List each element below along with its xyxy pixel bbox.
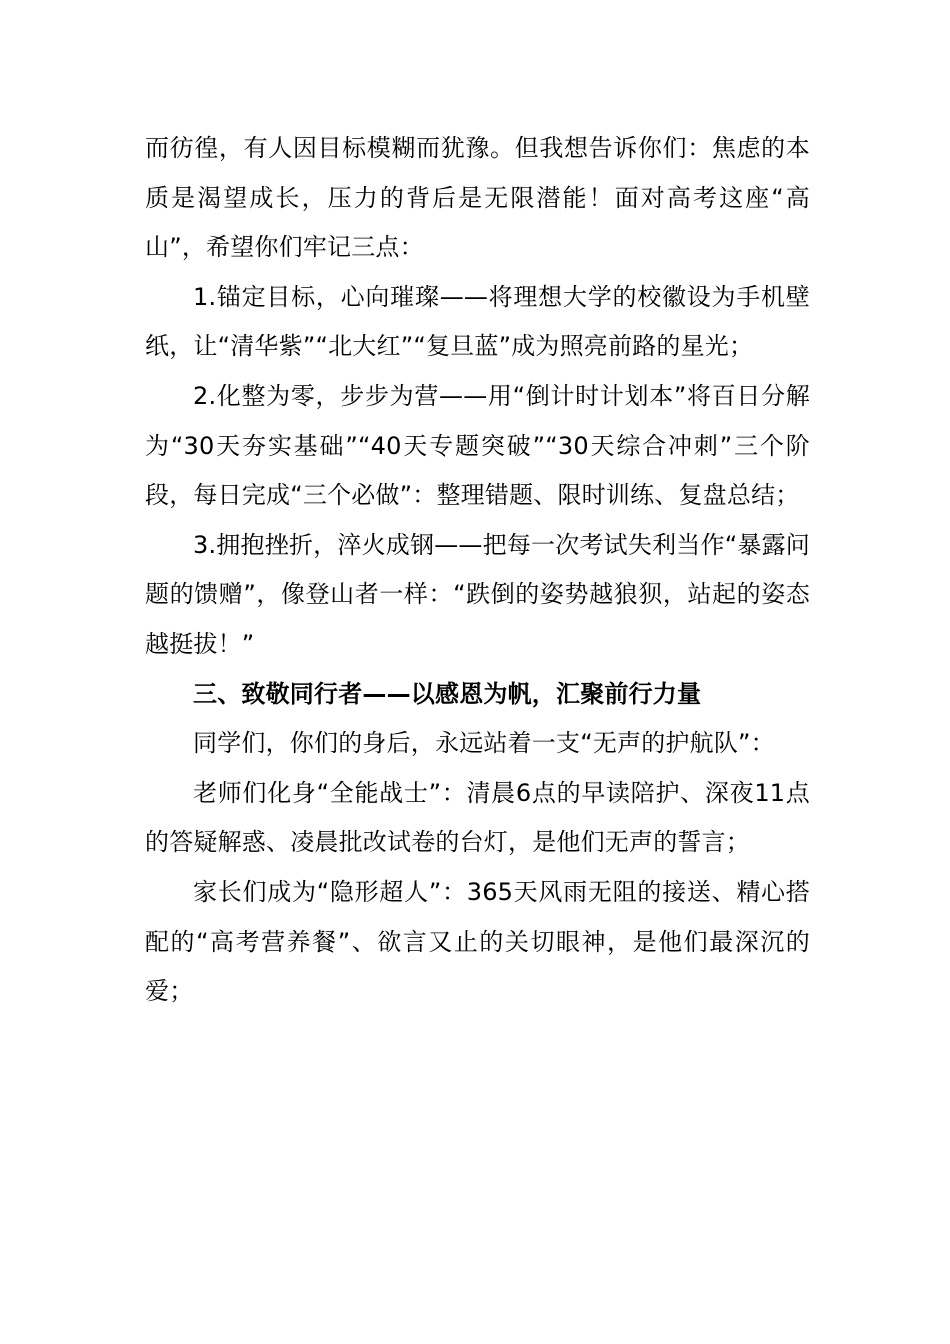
paragraph-3: 2.化整为零，步步为营——用“倒计时计划本”将百日分解为“30天夯实基础”“40天专题突破”“30天综合冲刺”三个阶段，每日完成“三个必做”：整理错题、限时训练、复盘总结； xyxy=(145,381,810,510)
paragraph-7: 老师们化身“全能战士”：清晨6点的早读陪护、深夜11点的答疑解惑、凌晨批改试卷的台灯，是他们无声的誓言； xyxy=(145,778,810,857)
paragraph-2: 1.锚定目标，心向璀璨——将理想大学的校徽设为手机壁纸，让“清华紫”“北大红”“复旦蓝”成为照亮前路的星光； xyxy=(145,282,810,361)
paragraph-6: 同学们，你们的身后，永远站着一支“无声的护航队”： xyxy=(193,729,775,758)
section-heading: 三、致敬同行者——以感恩为帆，汇聚前行力量 xyxy=(193,679,702,708)
paragraph-1: 而彷徨，有人因目标模糊而犹豫。但我想告诉你们：焦虑的本质是渴望成长，压力的背后是无限潜能！面对高考这座“高山”，希望你们牢记三点： xyxy=(145,134,810,262)
document-body xyxy=(145,124,810,1017)
paragraph-8: 家长们成为“隐形超人”：365天风雨无阻的接送、精心搭配的“高考营养餐”、欲言又止的关切眼神，是他们最深沉的爱； xyxy=(145,877,810,1006)
paragraph-4: 3.拥抱挫折，淬火成钢——把每一次考试失利当作“暴露问题的馈赠”，像登山者一样：“跌倒的姿势越狼狈，站起的姿态越挺拔！” xyxy=(145,530,810,658)
